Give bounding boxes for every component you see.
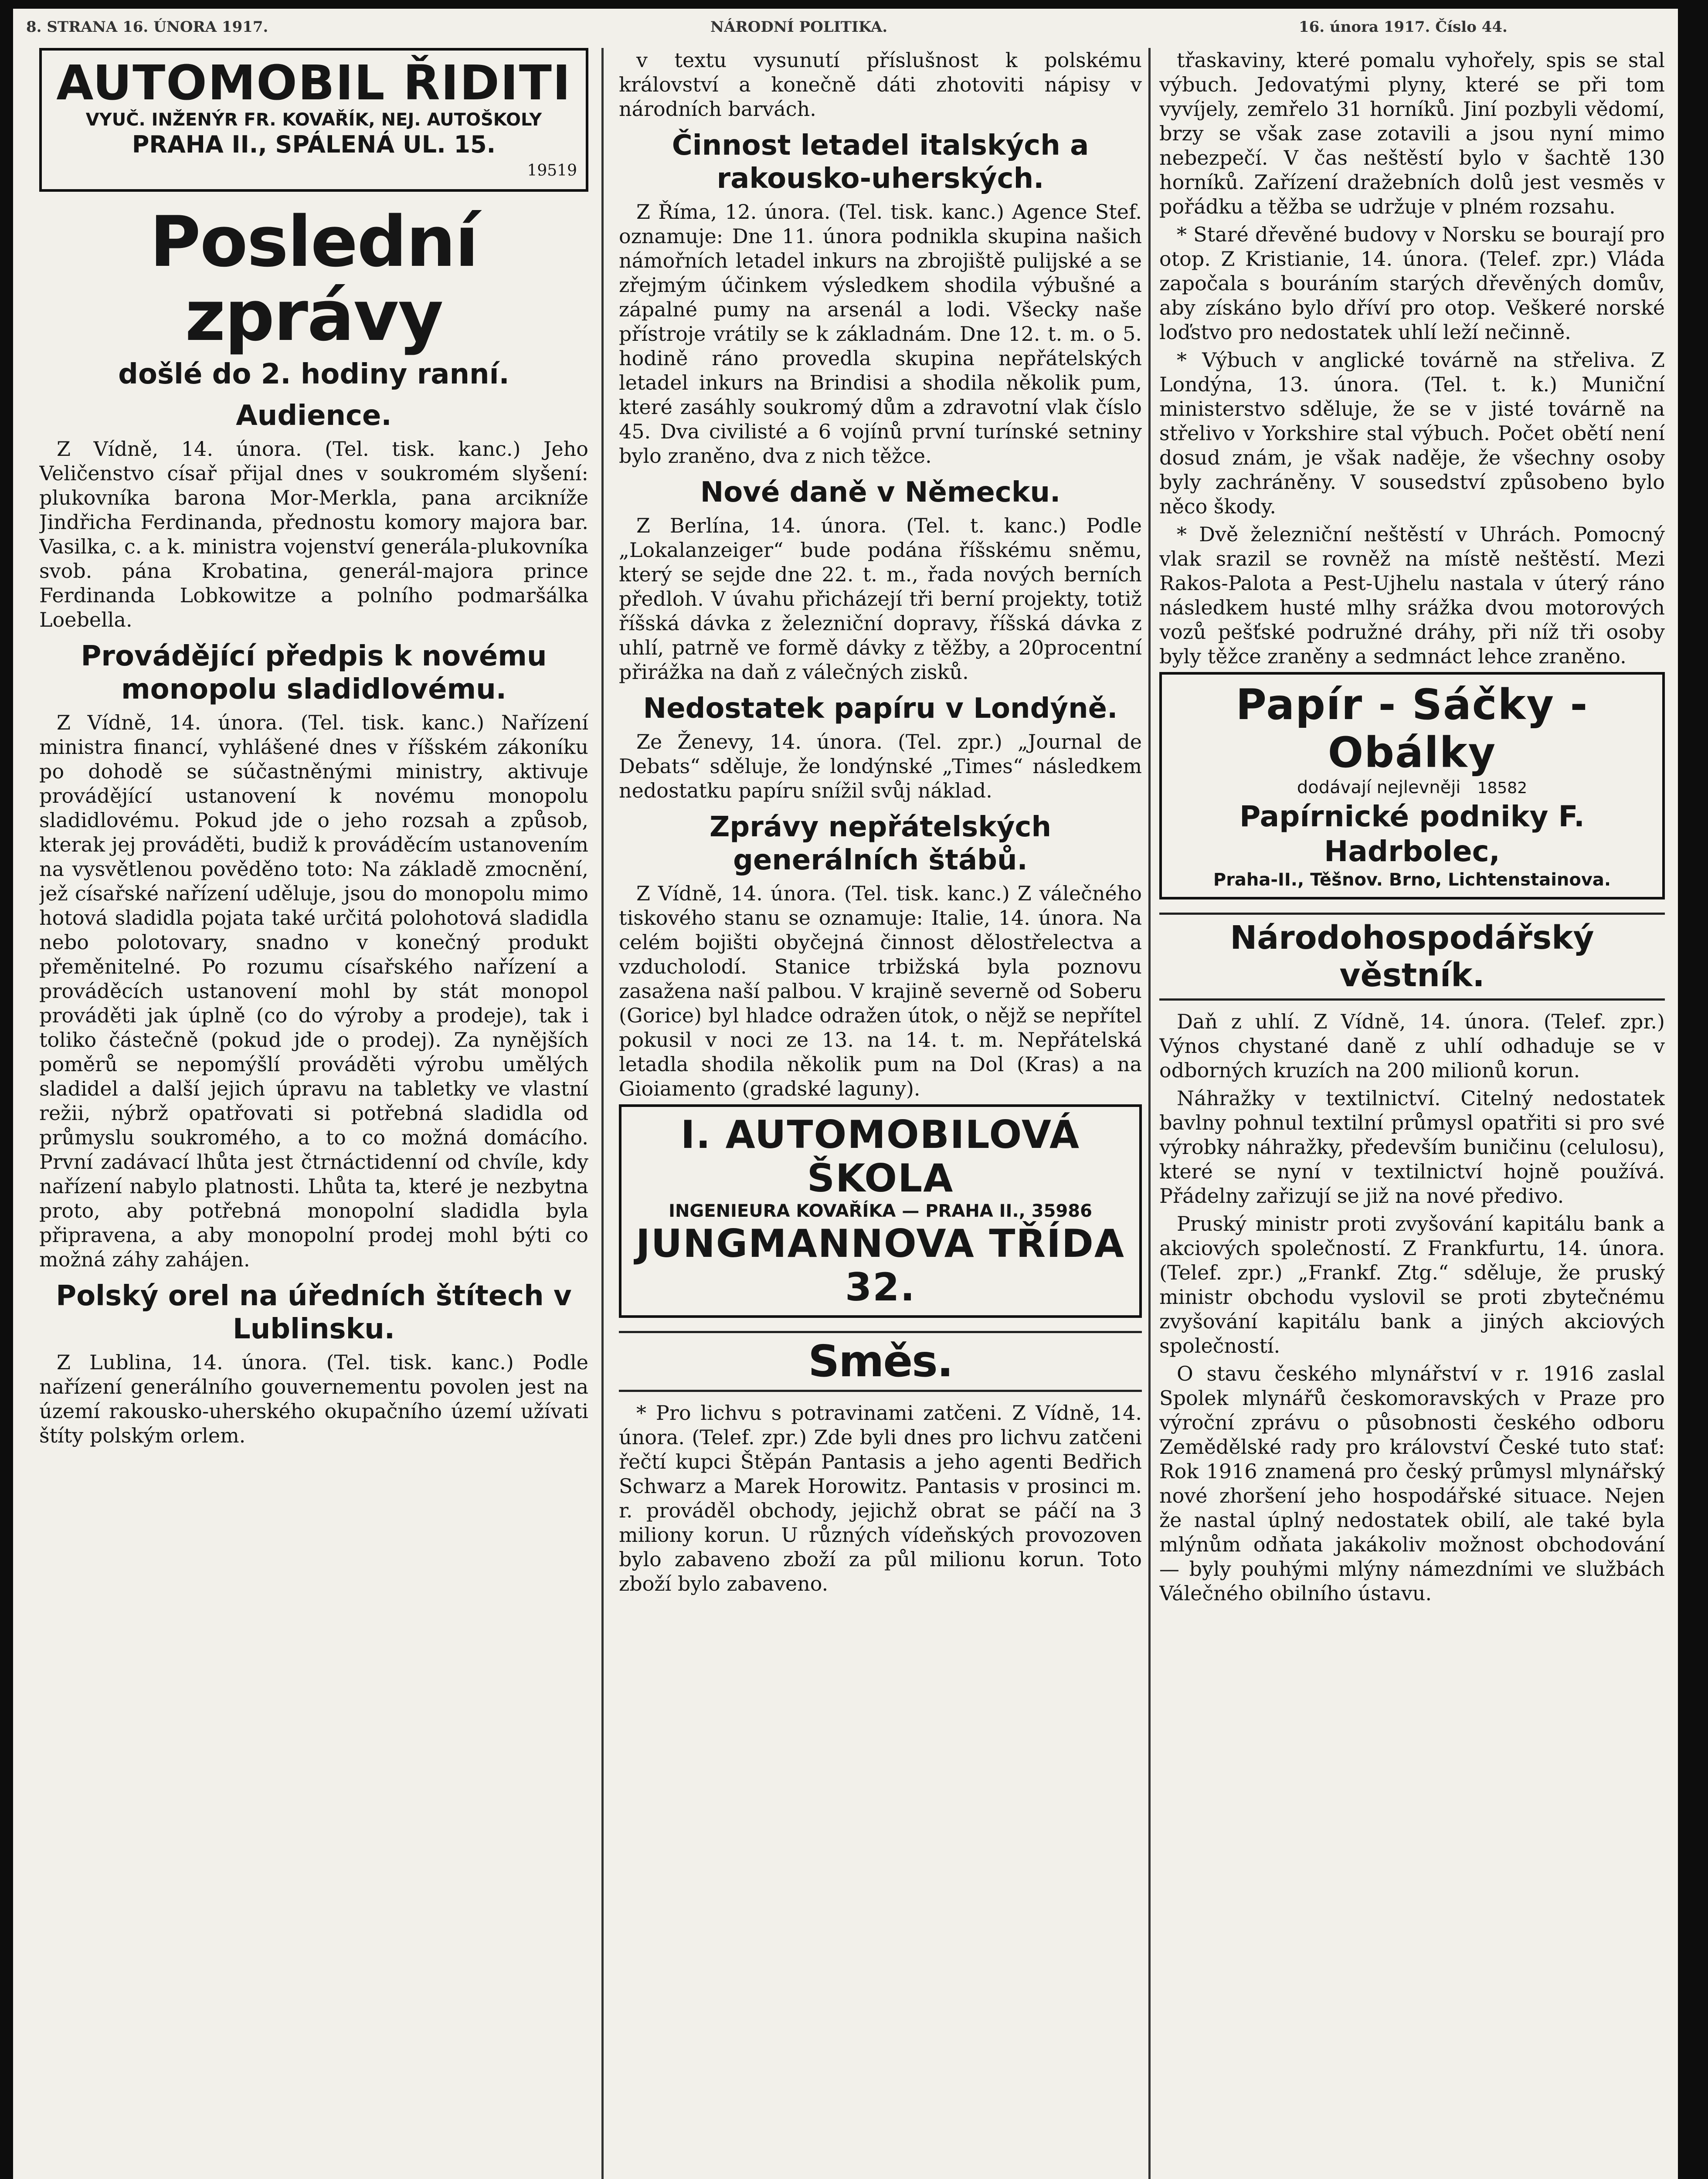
newspaper-page [13, 9, 1678, 2179]
section-title: Poslední zprávy [149, 201, 478, 356]
ad-address: JUNGMANNOVA TŘÍDA 32. [635, 1221, 1125, 1310]
ad-subline: INGENIEURA KOVAŘÍKA — PRAHA II., 35986 [669, 1201, 1092, 1221]
article-text: Z Vídně, 14. února. (Tel. tisk. kanc.) Nařízení ministra financí, vyhlášené dnes v říšském zákoníku po dohodě se súčastněnými ministry, aktivuje provádějící ustanovení k novému monopolu sladidlovému. Pokud jde o jeho rozsah a způsob, kterak jej prováděti, budiž k prováděcím ustanovením na vysvětlenou pověděno toto: Na základě zmocnění, jež císařské nařízení uděluje, jsou do monopolu mimo hotová sladidla pojata také určitá polohotová sladidla nebo polotovary, snadno v konečný produkt přeměnitelné. Po rozumu císařského nařízení a prováděcích ustanovení mohl by stát monopol prováděti jak úplně (co do výroby a prodeje), tak i toliko částečně (pokud jde o prodej). Za nynějších poměrů se nepomýšlí prováděti výrobu umělých sladidel a další jejich úpravu na tabletky ve vlastní režii, nýbrž opatřovati si potřebná sladidla od průmyslu soukromého, a to co možná domácího. První zadávací lhůta jest čtrnáctidenní od chvíle, kdy nařízení nabylo platnosti. Lhůta ta, které je nezbytna proto, aby potřebná monopolní sladidla byla připravena, a aby monopolní prodej mohl býti co možná záhy zahájen. [39, 711, 588, 1271]
article-headline: Nové daně v Německu. [700, 476, 1061, 509]
article-headline: Audience. [236, 400, 392, 432]
section-heading-smes [619, 1331, 1142, 1392]
ad-title: AUTOMOBIL ŘIDITI [56, 55, 571, 111]
article-headline: Polský orel na úředních štítech v Lublinsku. [56, 1280, 572, 1345]
section-subtitle: došlé do 2. hodiny ranní. [118, 358, 509, 390]
section-title: Národohospodářský věstník. [1230, 919, 1594, 994]
ad-title: I. AUTOMOBILOVÁ ŠKOLA [680, 1112, 1080, 1201]
article-text: Ze Ženevy, 14. února. (Tel. zpr.) „Journal de Debats“ sděluje, že londýnské „Times“ následkem nedostatku papíru snížil svůj náklad. [619, 730, 1142, 802]
article-headline: Zprávy nepřátelských generálních štábů. [709, 811, 1052, 876]
column-3 [1159, 48, 1665, 2179]
article-text: Pruský ministr proti zvyšování kapitálu bank a akciových společností. Z Frankfurtu, 14. února. (Telef. zpr.) „Frankf. Ztg.“ sděluje, že pruský ministr obchodu vyslovil se proti zbytečnému zvyšování kapitálu bank a jiných akciových společností. [1159, 1212, 1665, 1358]
section-title: Směs. [808, 1336, 953, 1387]
ad-automobil-riditi [39, 48, 588, 192]
article-text: * Výbuch v anglické továrně na střeliva. Z Londýna, 13. února. (Tel. t. k.) Muniční ministerstvo sděluje, že se v jisté továrně na střelivo v Yorkshire stal výbuch. Počet obětí není dosud znám, je však naděje, že všechny osoby byly zachráněny. V sousedství způsobeno bylo něco škody. [1159, 348, 1665, 518]
header-right: 16. února 1917. Číslo 44. [1299, 18, 1508, 36]
article-text: O stavu českého mlynářství v r. 1916 zaslal Spolek mlynářů českomoravských v Praze pro výroční zprávu o působnosti českého odboru Zemědělské rady pro království České tuto stať: Rok 1916 znamená pro český průmysl mlynářský nové zhoršení jeho hospodářské situace. Nejen že nastal úplný nedostatek obilí, ale také byla mlýnům odňata jakákoliv možnost obchodování — byly pouhými mlýny námezdními ve službách Válečného obilního ústavu. [1159, 1362, 1665, 1605]
ad-papir-sacky-obalky [1159, 672, 1665, 899]
article-text: Náhražky v textilnictví. Citelný nedostatek bavlny pohnul textilní průmysl opatřiti si pro své výrobky náhražky, především buničinu (celulosu), které se nyní v textilnictví hojně používá. Přádelny zařizují se již na nové předivo. [1159, 1086, 1665, 1208]
header-center: NÁRODNÍ POLITIKA. [710, 18, 888, 36]
article-text: * Staré dřevěné budovy v Norsku se bourají pro otop. Z Kristianie, 14. února. (Telef. zpr.) Vláda započala s bouráním starých dřevěných domův, aby získáno bylo dříví pro otop. Veškeré norské loďstvo pro nedostatek uhlí leží nečinně. [1159, 223, 1665, 344]
ad-subline [1171, 777, 1654, 799]
ad-address: PRAHA II., SPÁLENÁ UL. 15. [132, 131, 496, 158]
article-text: Z Vídně, 14. února. (Tel. tisk. kanc.) Jeho Veličenstvo císař přijal dnes v soukromém slyšení: plukovníka barona Mor-Merkla, pana arcikníže Jindřicha Ferdinanda, přednostu komory majora bar. Vasilka, c. a k. ministra vojenství generála-plukovníka svob. pána Krobatina, generál-majora prince Ferdinanda Lobkowitze a polního podmaršálka Loebella. [39, 437, 588, 631]
article-text: Z Berlína, 14. února. (Tel. t. kanc.) Podle „Lokalanzeiger“ bude podána říšskému sněmu, který se sejde dne 22. t. m., řada nových berních předloh. V úvahu přicházejí tři berní projekty, totiž říšská dávka z železniční dopravy, říšská dávka z uhlí, patrně ve formě dávky z těžby, a 20procentní přirážka na daň z válečných zisků. [619, 514, 1142, 684]
column-1 [39, 48, 588, 2179]
article-text: Z Vídně, 14. února. (Tel. tisk. kanc.) Z válečného tiskového stanu se oznamuje: Italie, 14. února. Na celém bojišti obyčejná činnost dělostřelectva a vzducholodí. Stanice trbižská byla poznovu zasažena naší palbou. V krajině severně od Soberu (Gorice) byl hladce odražen útok, o nějž se nepřítel pokusil v noci ze 13. na 14. t. m. Nepřátelská letadla shodila několik pum na Dol (Kras) a na Gioiamento (gradské laguny). [619, 882, 1142, 1100]
ad-address: Praha-II., Těšnov. Brno, Lichtenstainova. [1213, 870, 1611, 890]
ad-title: Papír - Sáčky - Obálky [1236, 680, 1589, 777]
article-text: * Pro lichvu s potravinami zatčeni. Z Vídně, 14. února. (Telef. zpr.) Zde byli dnes pro lichvu zatčeni řečtí kupci Štěpán Pantasis a jeho agenti Bedřich Schwarz a Marek Horowitz. Pantasis v prosinci m. r. prováděl obchody, jejichž obrat se páčí na 3 miliony korun. U různých vídeňských provozoven bylo zabaveno zboží za půl milionu korun. Toto zboží bylo zabaveno. [619, 1401, 1142, 1595]
article-headline: Činnost letadel italských a rakousko-uherských. [672, 129, 1089, 195]
article-headline: Provádějící předpis k novému monopolu sladidlovému. [81, 640, 547, 706]
article-headline: Nedostatek papíru v Londýně. [643, 692, 1118, 725]
column-rule [601, 48, 604, 2179]
column-2 [619, 48, 1142, 2179]
article-text: Daň z uhlí. Z Vídně, 14. února. (Telef. zpr.) Výnos chystané daně z uhlí odhaduje se v odborných kruzích na 200 milionů korun. [1159, 1010, 1665, 1082]
ad-subline-text: dodávají nejlevněji [1297, 777, 1461, 798]
section-heading-narodohospodarsky [1159, 913, 1665, 1001]
ad-company: Papírnické podniky F. Hadrbolec, [1239, 800, 1585, 868]
ad-subline: VYUČ. INŽENÝR FR. KOVAŘÍK, NEJ. AUTOŠKOLY [85, 110, 542, 130]
ad-number: 19519 [527, 162, 577, 180]
page-header [13, 9, 1678, 44]
article-text: Z Říma, 12. února. (Tel. tisk. kanc.) Agence Stef. oznamuje: Dne 11. února podnikla skupina našich námořních letadel inkurs na zbrojiště pulijské a se zřejmým účinkem výsledkem shodila výbušné a zápalné pumy na arsenál a lodi. Všecky naše přístroje vrátily se k základnám. Dne 12. t. m. o 5. hodině ráno provedla skupina nepřátelských letadel inkurs na Brindisi a shodila několik pum, které zasáhly soukromý dům a zdravotní vlak číslo 45. Dva civilisté a 6 vojínů první turínské setniny bylo zraněno, dva z nich těžce. [619, 200, 1142, 468]
column-rule [1148, 48, 1151, 2179]
article-text: * Dvě železniční neštěstí v Uhrách. Pomocný vlak srazil se rovněž na místě neštěstí. Mezi Rakos-Palota a Pest-Ujhelu nastala v úterý ráno následkem husté mlhy srážka dvou motorových vozů pešťské podružné dráhy, při níž tři osoby byly těžce zraněny a sedmnáct lehce zraněno. [1159, 523, 1665, 668]
article-text: Z Lublina, 14. února. (Tel. tisk. kanc.) Podle nařízení generálního gouvernementu povolen jest na území rakousko-uherského okupačního území užívati štíty polským orlem. [39, 1351, 588, 1447]
article-text: třaskaviny, které pomalu vyhořely, spis se stal výbuch. Jedovatými plyny, které se při tom vyvíjely, zemřelo 31 horníků. Jiní pozbyli vědomí, brzy se však zase zotavili a jsou nyní mimo nebezpečí. V čas neštěstí bylo v šachtě 130 horníků. Zařízení dražebních dolů jest vesměs v pořádku a těžba se udržuje v plném rozsahu. [1159, 48, 1665, 218]
ad-number: 18582 [1477, 779, 1528, 797]
article-text: v textu vysunutí příslušnost k polskému království a konečně dáti zhotoviti nápisy v národních barvách. [619, 48, 1142, 121]
ad-automobilova-skola [619, 1104, 1142, 1318]
header-left: 8. STRANA 16. ÚNORA 1917. [26, 18, 268, 36]
